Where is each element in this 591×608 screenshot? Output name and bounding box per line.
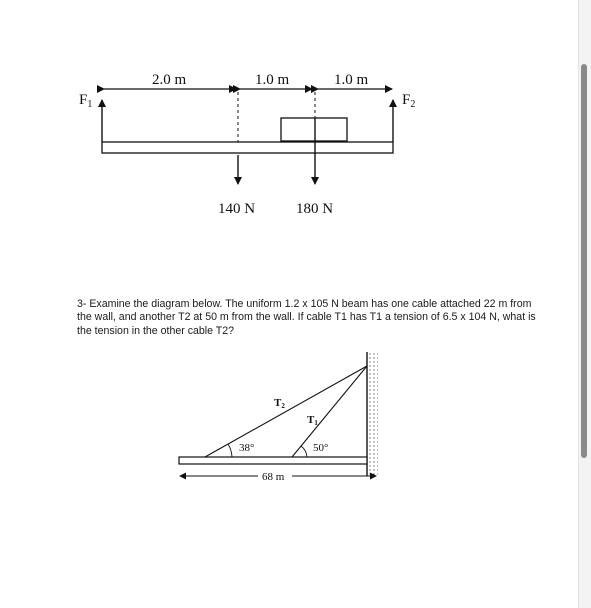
angle-label-38: 38° <box>239 442 255 454</box>
beam <box>102 142 393 153</box>
force-label-f1: $F_1$ <box>79 92 93 110</box>
box-load <box>281 118 347 141</box>
length-label: 68 m <box>262 471 285 483</box>
question-text: 3- Examine the diagram below. The uniform 1.2 x 105 N beam has one cable attached 22 m from the wall, and another T2 at 50 m from the wall. If cable T1 has T1 a tension of 6.5 x 104 N, what is the tension in the other cable T2? <box>77 298 536 337</box>
cable-label-t1: T1 <box>307 414 318 427</box>
dimension-label-left: 2.0 m <box>152 72 187 88</box>
cable-label-t2: T2 <box>274 397 285 410</box>
dimension-label-mid: 1.0 m <box>255 72 290 88</box>
beam-diagram-1 <box>0 0 578 240</box>
angle-label-50: 50° <box>313 442 329 454</box>
load-label-180: 180 N <box>296 201 334 217</box>
scrollbar-thumb[interactable] <box>581 64 587 458</box>
force-label-f2: $F_2$ <box>402 92 416 110</box>
load-label-140: 140 N <box>218 201 256 217</box>
dimension-label-right: 1.0 m <box>334 72 369 88</box>
